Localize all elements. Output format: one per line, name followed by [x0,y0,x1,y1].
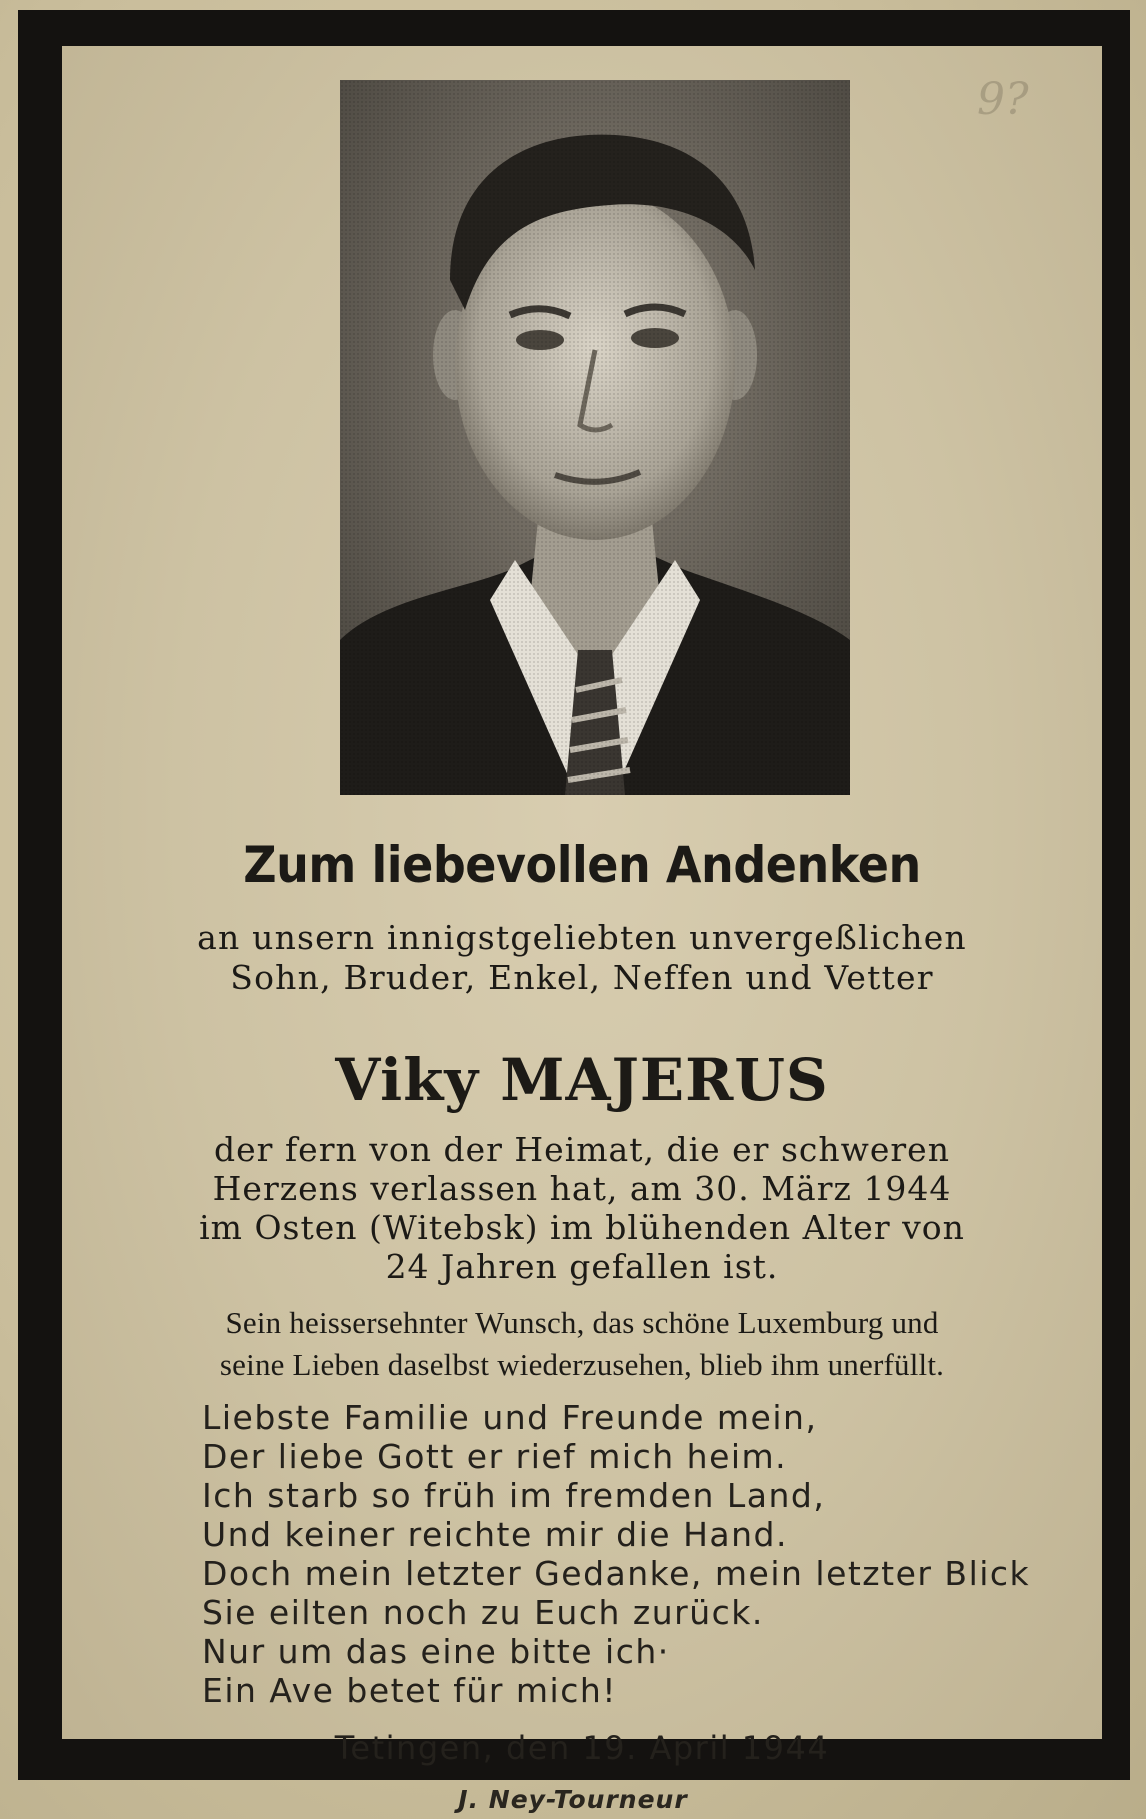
death-notice-line: im Osten (Witebsk) im blühenden Alter von [199,1208,965,1247]
wish-text [122,1302,1042,1386]
headline: Zum liebevollen Andenken [243,836,921,894]
printer-credit: J. Ney-Tourneur [458,1785,688,1814]
poem-line: Ein Ave betet für mich! [202,1671,617,1710]
poem-line: Liebste Familie und Freunde mein, [202,1398,818,1437]
death-notice [122,1130,1042,1286]
handwritten-mark: 9? [977,74,1029,125]
place-date: Tetingen, den 19. April 1944 [334,1729,830,1767]
card-panel [62,46,1102,1767]
intro-line: an unsern innigstgeliebten unvergeßlichen [197,918,967,957]
portrait-photo [340,80,850,795]
poem-line: Nur um das eine bitte ich· [202,1632,670,1671]
poem-line: Der liebe Gott er rief mich heim. [202,1437,788,1476]
memorial-poem [202,1398,1082,1710]
wish-line: Sein heissersehnter Wunsch, das schöne Luxemburg und [225,1305,939,1340]
portrait-illustration [340,80,850,795]
poem-line: Ich starb so früh im fremden Land, [202,1476,826,1515]
death-notice-line: Herzens verlassen hat, am 30. März 1944 [212,1169,952,1208]
intro-text [122,918,1042,998]
intro-line: Sohn, Bruder, Enkel, Neffen und Vetter [230,958,934,997]
mourning-border [18,10,1130,1780]
wish-line: seine Lieben daselbst wiederzusehen, blieb ihm unerfüllt. [219,1347,945,1382]
death-notice-line: der fern von der Heimat, die er schweren [214,1130,950,1169]
deceased-name: Viky MAJERUS [335,1046,829,1114]
poem-line: Und keiner reichte mir die Hand. [202,1515,788,1554]
death-notice-line: 24 Jahren gefallen ist. [385,1247,779,1286]
poem-line: Doch mein letzter Gedanke, mein letzter Blick [202,1554,1031,1593]
poem-line: Sie eilten noch zu Euch zurück. [202,1593,764,1632]
